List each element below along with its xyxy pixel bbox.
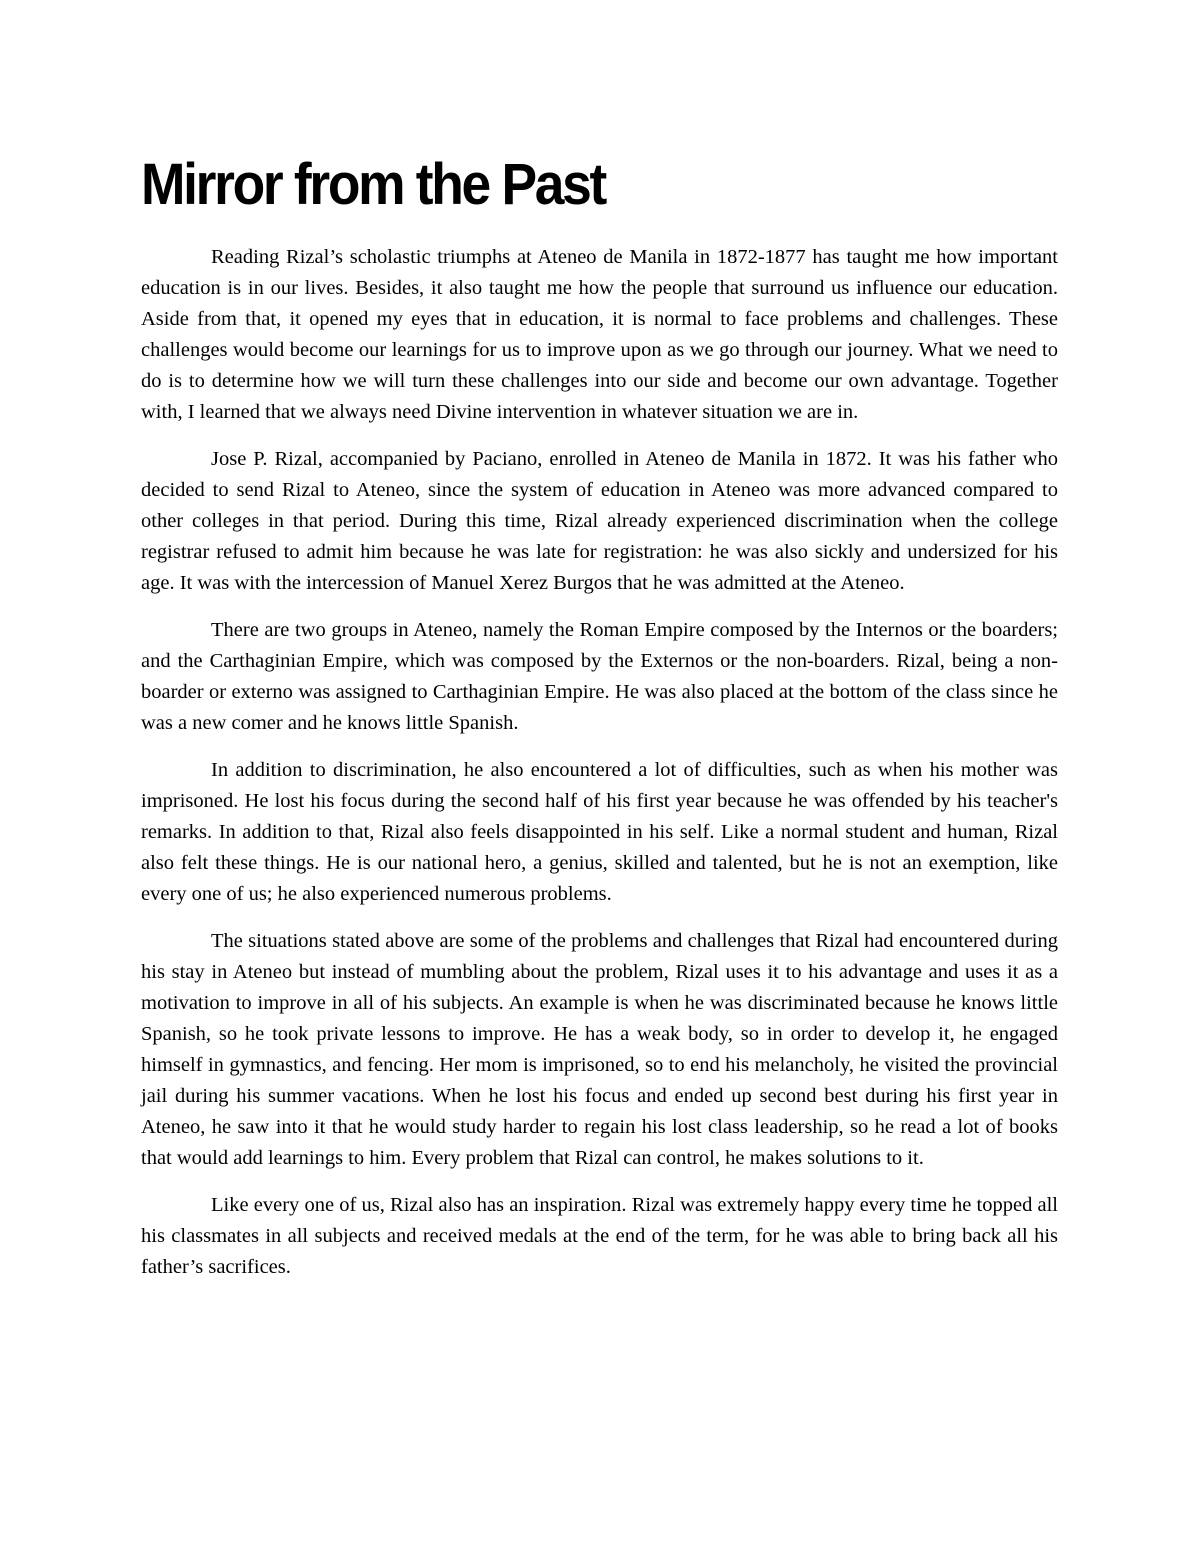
document-page	[141, 150, 1058, 1299]
paragraph-1: Reading Rizal’s scholastic triumphs at Ateneo de Manila in 1872-1877 has taught me how important education is in our lives. Besides, it also taught me how the people that surround us influence our education. Aside from that, it opened my eyes that in education, it is normal to face problems and challenges. These challenges would become our learnings for us to improve upon as we go through our journey. What we need to do is to determine how we will turn these challenges into our side and become our own advantage. Together with, I learned that we always need Divine intervention in whatever situation we are in.	[141, 246, 1058, 423]
paragraph-2: Jose P. Rizal, accompanied by Paciano, enrolled in Ateneo de Manila in 1872. It was his father who decided to send Rizal to Ateneo, since the system of education in Ateneo was more advanced compared to other colleges in that period. During this time, Rizal already experienced discrimination when the college registrar refused to admit him because he was late for registration: he was also sickly and undersized for his age. It was with the intercession of Manuel Xerez Burgos that he was admitted at the Ateneo.	[141, 448, 1058, 594]
paragraph-5: The situations stated above are some of the problems and challenges that Rizal had encountered during his stay in Ateneo but instead of mumbling about the problem, Rizal uses it to his advantage and uses it as a motivation to improve in all of his subjects. An example is when he was discriminated because he knows little Spanish, so he took private lessons to improve. He has a weak body, so in order to develop it, he engaged himself in gymnastics, and fencing. Her mom is imprisoned, so to end his melancholy, he visited the provincial jail during his summer vacations. When he lost his focus and ended up second best during his first year in Ateneo, he saw into it that he would study harder to regain his lost class leadership, so he read a lot of books that would add learnings to him. Every problem that Rizal can control, he makes solutions to it.	[141, 930, 1058, 1169]
document-title: Mirror from the Past	[141, 152, 605, 217]
paragraph-4: In addition to discrimination, he also encountered a lot of difficulties, such as when his mother was imprisoned. He lost his focus during the second half of his first year because he was offended by his teacher's remarks. In addition to that, Rizal also feels disappointed in his self. Like a normal student and human, Rizal also felt these things. He is our national hero, a genius, skilled and talented, but he is not an exemption, like every one of us; he also experienced numerous problems.	[141, 759, 1058, 905]
paragraph-6: Like every one of us, Rizal also has an inspiration. Rizal was extremely happy every time he topped all his classmates in all subjects and received medals at the end of the term, for he was able to bring back all his father’s sacrifices.	[141, 1194, 1058, 1278]
paragraph-3: There are two groups in Ateneo, namely the Roman Empire composed by the Internos or the boarders; and the Carthaginian Empire, which was composed by the Externos or the non-boarders. Rizal, being a non-boarder or externo was assigned to Carthaginian Empire. He was also placed at the bottom of the class since he was a new comer and he knows little Spanish.	[141, 619, 1058, 734]
